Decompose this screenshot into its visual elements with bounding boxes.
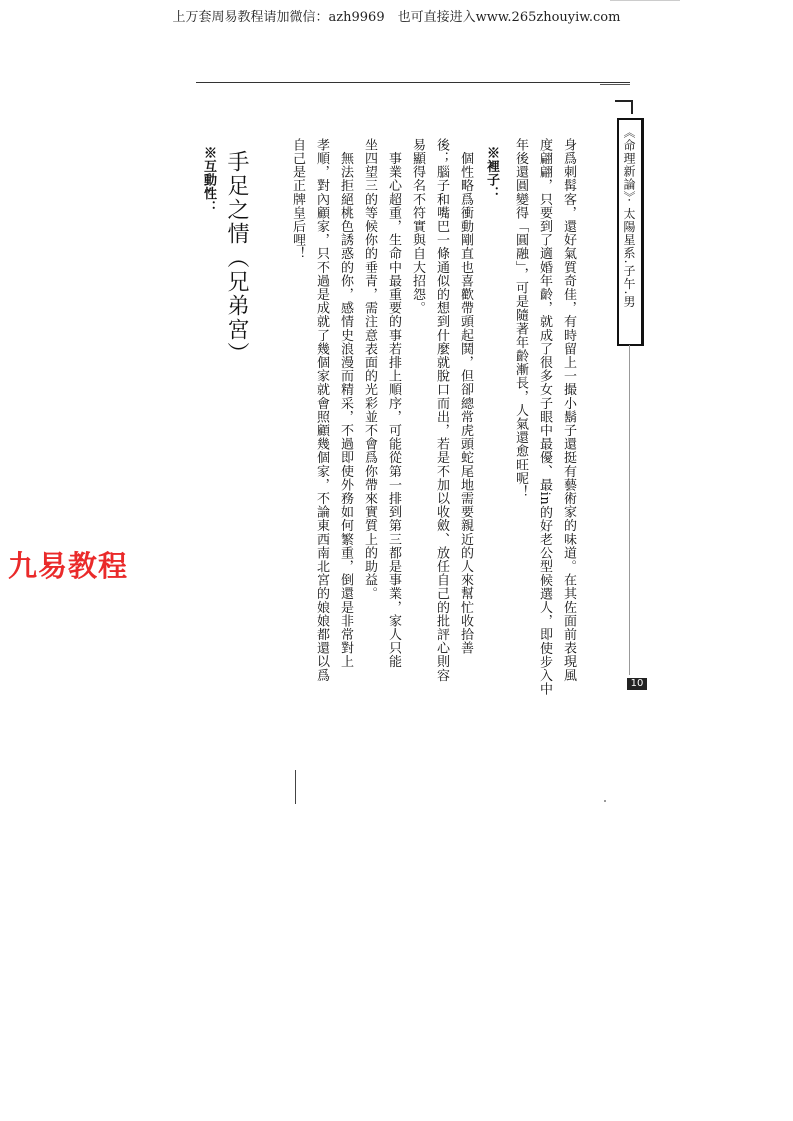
text-column-10: 無法拒絕桃色誘惑的你，感情史浪漫而精采，不過即使外務如何繁重，倒還是非常對上 [338,138,353,669]
running-header-text: 《命理新論》· 太陽星系.子午.男 [622,126,636,309]
header-bracket [615,100,633,114]
margin-line [629,345,630,675]
text-column-12: 自己是正牌皇后哩！ [290,138,305,261]
section-note-lizi: ※裡子： [484,146,499,201]
divider-stub [295,770,296,804]
text-column-1: 身爲刺髯客，還好氣質奇佳，有時留上一撮小鬍子還挺有藝術家的味道。在其佐面前表現風 [561,138,576,682]
text-column-8: 事業心超重，生命中最重要的事若排上順序，可能從第一排到第三都是事業，家人只能 [386,138,401,669]
scan-speck [604,800,606,802]
text-column-3: 年後還圓變得「圓融」，可是隨著年齡漸長，人氣還愈旺呢！ [513,138,528,499]
text-column-5: 個性略爲衝動剛直也喜歡帶頭起鬨，但卻總常虎頭蛇尾地需要親近的人來幫忙收拾善 [458,138,473,655]
text-column-11: 孝順，對內顧家，只不過是成就了幾個家就會照顧幾個家，不論東西南北宮的娘娘都還以爲 [314,138,329,682]
watermark-banner: 上万套周易教程请加微信：azh9969 也可直接进入www.265zhouyiw.com [172,10,621,25]
top-faint-rule [610,0,680,3]
text-column-7: 易顯得名不符實與自大招怨。 [410,138,425,315]
text-column-6: 後；腦子和嘴巴一條通似的想到什麼就脫口而出，若是不加以收斂、放任自己的批評心則容 [434,138,449,682]
text-column-2: 度翩翩，只要到了適婚年齡，就成了很多女子眼中最優、最in的好老公型候選人，即使步入中 [537,138,552,696]
page-number: 10 [627,678,647,690]
top-rule-right [600,84,630,85]
section-title: 手足之情（兄弟宮） [224,150,249,366]
text-column-9: 坐四望三的等候你的垂青，需注意表面的光彩並不會爲你帶來實質上的助益。 [362,138,377,601]
running-header [617,118,644,346]
brand-watermark: 九易教程 [8,549,129,583]
section-note-hudongxing: ※互動性： [201,146,216,214]
top-rule [196,82,630,83]
